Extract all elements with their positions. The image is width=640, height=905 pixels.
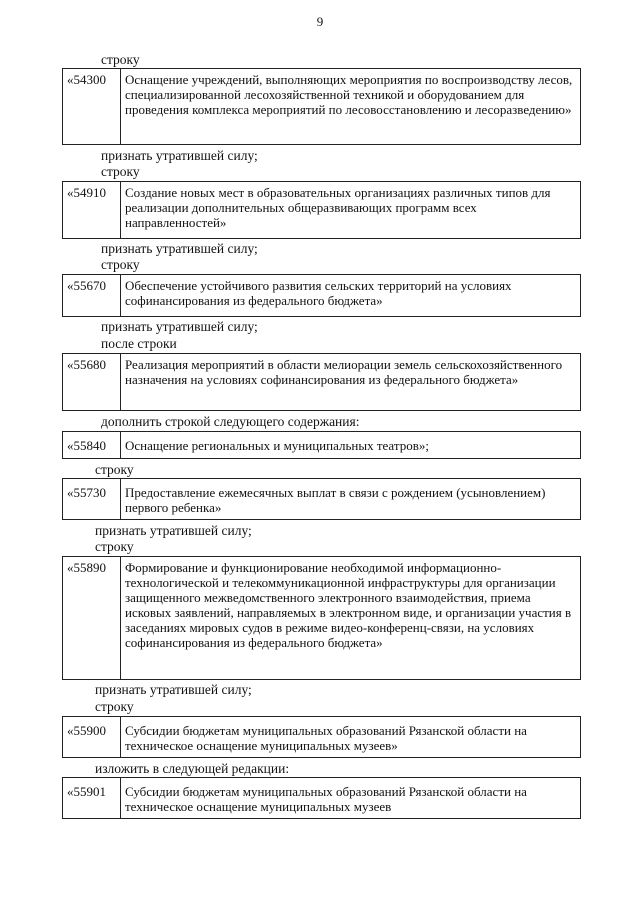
table-row bbox=[62, 274, 581, 317]
row-description: Обеспечение устойчивого развития сельских территорий на условиях софинансирования из федерального бюджета» bbox=[125, 278, 512, 308]
instruction-text: признать утратившей силу; bbox=[95, 523, 252, 538]
row-description: Субсидии бюджетам муниципальных образований Рязанской области на техническое оснащение муниципальных музеев» bbox=[125, 723, 527, 753]
table-row bbox=[62, 478, 581, 520]
row-description: Субсидии бюджетам муниципальных образований Рязанской области на техническое оснащение муниципальных музеев bbox=[125, 784, 527, 814]
instruction-text: дополнить строкой следующего содержания: bbox=[101, 414, 360, 429]
instruction-text: строку bbox=[95, 699, 134, 714]
row-description: Реализация мероприятий в области мелиорации земель сельскохозяйственного назначения на условиях софинансирования из федерального бюджета» bbox=[125, 357, 563, 387]
row-code: «54910 bbox=[63, 182, 121, 238]
row-description: Предоставление ежемесячных выплат в связи с рождением (усыновлением) первого ребенка» bbox=[125, 485, 546, 515]
row-description: Создание новых мест в образовательных организациях различных типов для реализации дополнительных общеразвивающих программ всех направленностей» bbox=[125, 185, 551, 230]
instruction-text: признать утратившей силу; bbox=[101, 241, 258, 256]
table-row bbox=[62, 431, 581, 459]
instruction-text: изложить в следующей редакции: bbox=[95, 761, 290, 776]
row-code: «55670 bbox=[63, 275, 121, 316]
table-row bbox=[62, 353, 581, 411]
table-row bbox=[62, 68, 581, 145]
page-number: 9 bbox=[316, 14, 324, 29]
row-code: «55840 bbox=[63, 432, 121, 458]
instruction-text: признать утратившей силу; bbox=[101, 148, 258, 163]
instruction-text: строку bbox=[95, 539, 134, 554]
table-row bbox=[62, 777, 581, 819]
row-code: «55901 bbox=[63, 778, 121, 818]
row-code: «55730 bbox=[63, 479, 121, 519]
instruction-text: строку bbox=[101, 52, 140, 67]
instruction-text: строку bbox=[101, 164, 140, 179]
instruction-text: после строки bbox=[101, 336, 177, 351]
row-code: «55680 bbox=[63, 354, 121, 410]
row-description: Оснащение региональных и муниципальных театров»; bbox=[125, 438, 429, 453]
instruction-text: строку bbox=[101, 257, 140, 272]
row-code: «54300 bbox=[63, 69, 121, 144]
table-row bbox=[62, 181, 581, 239]
instruction-text: признать утратившей силу; bbox=[95, 682, 252, 697]
instruction-text: признать утратившей силу; bbox=[101, 319, 258, 334]
table-row bbox=[62, 716, 581, 758]
row-code: «55890 bbox=[63, 557, 121, 679]
row-description: Формирование и функционирование необходимой информационно-технологической и телекоммуникационной инфраструктуры для организации защищенного межведомственного электронного взаимодействия, приема исковых заявлений, направляемых в электронном виде, и организации участия в заседаниях мировых судов в режиме видео-конференц-связи, на условиях софинансирования из федерального бюджета» bbox=[125, 560, 572, 650]
instruction-text: строку bbox=[95, 462, 134, 477]
table-row bbox=[62, 556, 581, 680]
row-code: «55900 bbox=[63, 717, 121, 757]
row-description: Оснащение учреждений, выполняющих мероприятия по воспроизводству лесов, специализированной лесохозяйственной техникой и оборудованием для проведения комплекса мероприятий по лесовосстановлению и лесоразведению» bbox=[125, 72, 573, 117]
